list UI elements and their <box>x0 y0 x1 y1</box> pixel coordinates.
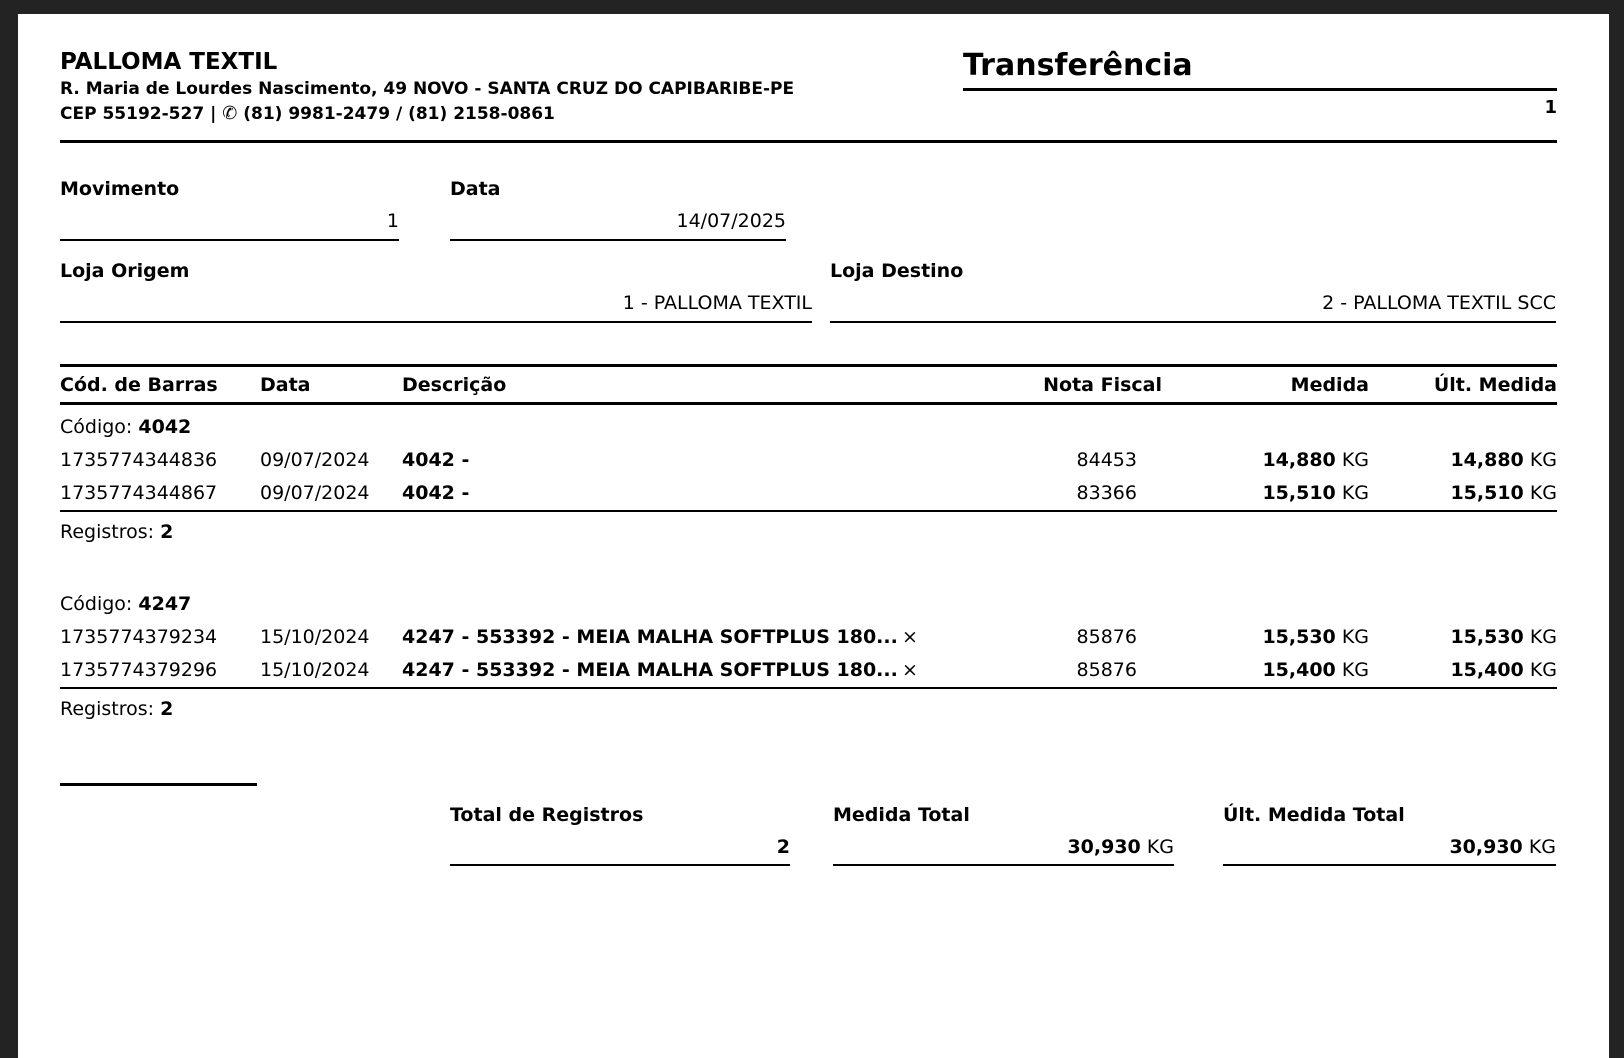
cell-description: 4042 - <box>402 449 470 472</box>
total-registros-value: 2 <box>776 835 790 858</box>
table-row <box>60 444 1557 477</box>
cell-last-measure <box>1369 444 1557 477</box>
last-measure-unit: KG <box>1529 449 1557 472</box>
last-measure-value: 15,530 <box>1450 626 1524 649</box>
items-table <box>60 364 1557 730</box>
cell-marker <box>902 477 950 510</box>
loja-origem-label: Loja Origem <box>60 260 190 283</box>
cell-marker-x: × <box>902 626 918 649</box>
registros-value: 2 <box>160 698 174 721</box>
data-value: 14/07/2025 <box>676 210 786 233</box>
field-data <box>450 178 786 241</box>
cell-invoice: 85876 <box>1076 626 1137 649</box>
cell-measure <box>1162 621 1369 654</box>
last-measure-unit: KG <box>1529 482 1557 505</box>
header-date: Data <box>260 373 311 396</box>
cell-date: 15/10/2024 <box>260 659 370 682</box>
totals-row <box>60 783 1557 867</box>
ult-medida-total-label: Últ. Medida Total <box>1223 803 1405 826</box>
header-description: Descrição <box>402 373 507 396</box>
table-row <box>60 654 1557 687</box>
blank-field-line <box>60 783 257 786</box>
medida-total-unit: KG <box>1146 835 1174 858</box>
title-block <box>963 48 1557 118</box>
measure-value: 15,400 <box>1262 659 1336 682</box>
total-registros-label: Total de Registros <box>450 803 644 826</box>
loja-destino-label: Loja Destino <box>830 260 964 283</box>
cell-barcode: 1735774344836 <box>60 449 218 472</box>
cell-measure <box>1162 477 1369 510</box>
company-cep: CEP 55192-527 <box>60 103 205 124</box>
measure-unit: KG <box>1341 659 1369 682</box>
registros-label: Registros: <box>60 698 155 721</box>
cell-description: 4247 - 553392 - MEIA MALHA SOFTPLUS 180... <box>402 626 898 649</box>
field-medida-total <box>833 804 1174 867</box>
group-code-line <box>60 405 1557 445</box>
measure-value: 15,530 <box>1262 626 1336 649</box>
field-loja-destino <box>830 260 1556 323</box>
cell-marker <box>902 444 950 477</box>
header-invoice: Nota Fiscal <box>1043 373 1162 396</box>
company-phones: (81) 9981-2479 / (81) 2158-0861 <box>243 103 555 124</box>
last-measure-value: 15,510 <box>1450 482 1524 505</box>
group-code-line <box>60 582 1557 622</box>
ult-medida-total-unit: KG <box>1528 835 1556 858</box>
cell-last-measure <box>1369 654 1557 687</box>
table-header-row <box>60 367 1557 405</box>
field-ult-medida-total <box>1223 804 1556 867</box>
cell-date: 09/07/2024 <box>260 482 370 505</box>
movimento-value: 1 <box>386 210 399 233</box>
field-total-registros <box>450 804 790 867</box>
cell-marker-x: × <box>902 659 918 682</box>
code-value: 4042 <box>138 415 192 438</box>
fields-row-2 <box>60 260 1557 323</box>
company-contact <box>60 101 794 127</box>
separator: | <box>210 103 217 124</box>
code-label: Código: <box>60 415 133 438</box>
registros-label: Registros: <box>60 521 155 544</box>
table-row <box>60 621 1557 654</box>
cell-date: 09/07/2024 <box>260 449 370 472</box>
company-name: PALLOMA TEXTIL <box>60 49 278 75</box>
code-value: 4247 <box>138 592 192 615</box>
measure-value: 14,880 <box>1262 449 1336 472</box>
cell-barcode: 1735774344867 <box>60 482 218 505</box>
medida-total-number: 30,930 <box>1067 835 1141 858</box>
cell-invoice: 85876 <box>1076 659 1137 682</box>
cell-barcode: 1735774379234 <box>60 626 218 649</box>
cell-invoice: 83366 <box>1076 482 1137 505</box>
cell-measure <box>1162 444 1369 477</box>
fields-row-1 <box>60 178 1557 241</box>
cell-measure <box>1162 654 1369 687</box>
field-loja-origem <box>60 260 812 323</box>
cell-description: 4042 - <box>402 482 470 505</box>
company-address: R. Maria de Lourdes Nascimento, 49 NOVO - SANTA CRUZ DO CAPIBARIBE-PE <box>60 78 795 99</box>
page-number: 1 <box>1544 97 1557 118</box>
loja-destino-value: 2 - PALLOMA TEXTIL SCC <box>1322 291 1556 314</box>
group-4247 <box>60 582 1557 730</box>
cell-barcode: 1735774379296 <box>60 659 218 682</box>
table-row <box>60 477 1557 510</box>
phone-icon: ✆ <box>222 102 238 124</box>
cell-last-measure <box>1369 477 1557 510</box>
cell-date: 15/10/2024 <box>260 626 370 649</box>
report-page <box>18 14 1609 1058</box>
cell-invoice: 84453 <box>1076 449 1137 472</box>
measure-unit: KG <box>1341 482 1369 505</box>
loja-origem-value: 1 - PALLOMA TEXTIL <box>622 291 812 314</box>
last-measure-value: 15,400 <box>1450 659 1524 682</box>
registros-line <box>60 689 1557 730</box>
header-marker-spacer <box>902 374 950 396</box>
ult-medida-total-value <box>1223 836 1556 859</box>
registros-line <box>60 512 1557 553</box>
registros-value: 2 <box>160 521 174 544</box>
code-label: Código: <box>60 592 133 615</box>
company-block <box>60 48 794 126</box>
field-movimento <box>60 178 399 241</box>
header-last-measure: Últ. Medida <box>1433 373 1557 396</box>
measure-unit: KG <box>1341 449 1369 472</box>
last-measure-unit: KG <box>1529 626 1557 649</box>
cell-last-measure <box>1369 621 1557 654</box>
measure-value: 15,510 <box>1262 482 1336 505</box>
last-measure-value: 14,880 <box>1450 449 1524 472</box>
measure-unit: KG <box>1341 626 1369 649</box>
report-header <box>60 48 1557 126</box>
medida-total-label: Medida Total <box>833 803 970 826</box>
group-4042 <box>60 405 1557 553</box>
medida-total-value <box>833 836 1174 859</box>
report-title: Transferência <box>963 48 1557 91</box>
data-label: Data <box>450 178 501 201</box>
totals-section <box>60 783 1557 867</box>
header-divider <box>60 140 1557 143</box>
header-measure: Medida <box>1290 373 1369 396</box>
ult-medida-total-number: 30,930 <box>1449 835 1523 858</box>
movimento-label: Movimento <box>60 178 180 201</box>
last-measure-unit: KG <box>1529 659 1557 682</box>
header-barcode: Cód. de Barras <box>60 373 218 396</box>
cell-description: 4247 - 553392 - MEIA MALHA SOFTPLUS 180... <box>402 659 898 682</box>
